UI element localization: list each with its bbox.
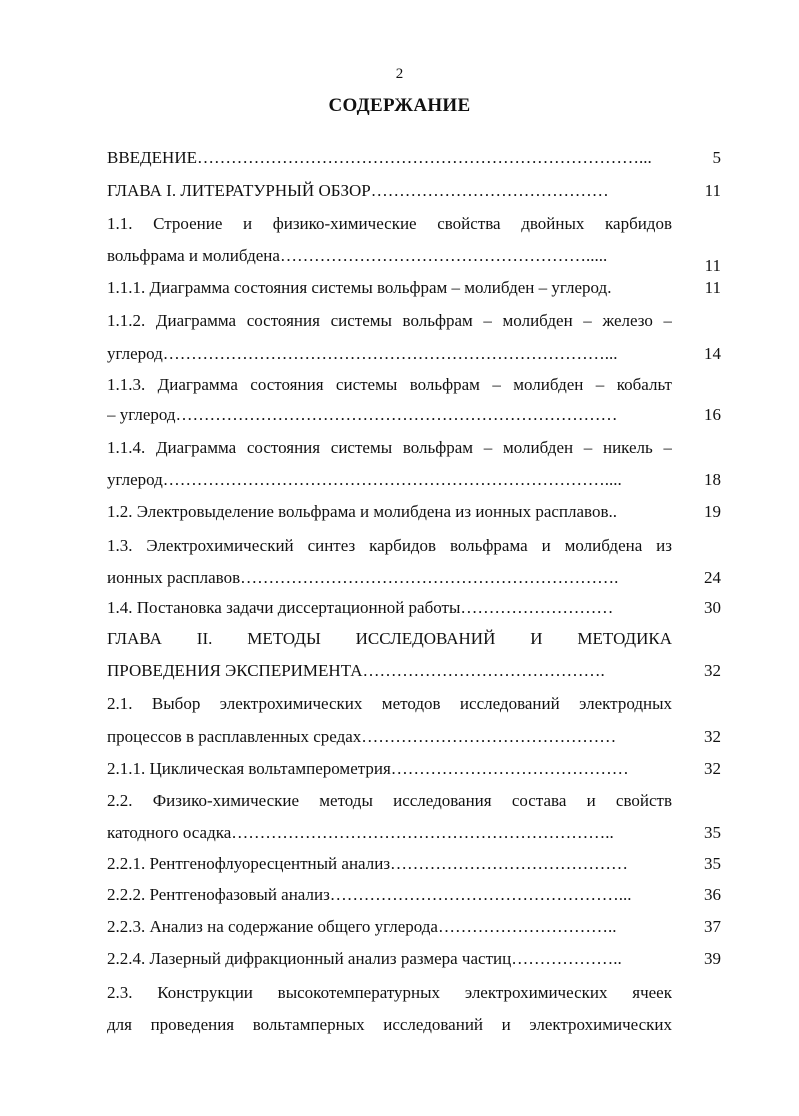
- toc-line: 1.2. Электровыделение вольфрама и молибдена из ионных расплавов..: [107, 502, 617, 521]
- toc-line: 1.3. Электрохимический синтез карбидов вольфрама и молибдена из: [107, 536, 672, 555]
- toc-line: углерод……………………………………………………………………...: [107, 344, 618, 363]
- toc-line: вольфрама и молибдена……………………………………………….....: [107, 246, 608, 265]
- toc-line: 2.1.1. Циклическая вольтамперометрия……………………………………: [107, 759, 629, 778]
- page-ref: 32: [704, 759, 721, 778]
- page-number: 2: [395, 66, 404, 82]
- toc-line: 2.3. Конструкции высокотемпературных электрохимических ячеек: [107, 983, 672, 1002]
- toc-line: ВВЕДЕНИЕ……………………………………………………………………...: [107, 148, 652, 167]
- page-title: СОДЕРЖАНИЕ: [328, 95, 471, 116]
- toc-line: 2.2.3. Анализ на содержание общего углерода…………………………..: [107, 917, 617, 936]
- page-ref: 16: [704, 405, 721, 424]
- page-ref: 35: [704, 854, 721, 873]
- toc-line: 1.1.1. Диаграмма состояния системы вольфрам – молибден – углерод.: [107, 278, 612, 297]
- toc-line: катодного осадка…………………………………………………………..: [107, 823, 614, 842]
- toc-line: 1.1.2. Диаграмма состояния системы вольфрам – молибден – железо –: [107, 311, 672, 330]
- toc-line: ГЛАВА II. МЕТОДЫ ИССЛЕДОВАНИЙ И МЕТОДИКА: [107, 629, 672, 648]
- toc-line: ионных расплавов………………………………………………………….: [107, 568, 619, 587]
- page-ref: 32: [704, 727, 721, 746]
- toc-line: для проведения вольтамперных исследований и электрохимических: [107, 1015, 672, 1034]
- page-ref: 14: [704, 344, 721, 363]
- page-ref: 35: [704, 823, 721, 842]
- page-ref: 36: [704, 885, 721, 904]
- page-ref: 24: [704, 568, 721, 587]
- toc-line: процессов в расплавленных средах………………………………………: [107, 727, 617, 746]
- page-ref: 11: [704, 181, 721, 200]
- toc-line: 2.2.2. Рентгенофазовый анализ……………………………………………...: [107, 885, 632, 904]
- toc-line: 2.2.1. Рентгенофлуоресцентный анализ……………………………………: [107, 854, 629, 873]
- toc-line: 2.2. Физико-химические методы исследования состава и свойств: [107, 791, 672, 810]
- toc-line: 2.2.4. Лазерный дифракционный анализ размера частиц………………..: [107, 949, 622, 968]
- toc-line: 1.4. Постановка задачи диссертационной работы………………………: [107, 598, 614, 617]
- page-ref: 39: [704, 949, 721, 968]
- toc-line: 1.1.3. Диаграмма состояния системы вольфрам – молибден – кобальт: [107, 375, 672, 394]
- page-ref: 5: [712, 148, 721, 167]
- toc-line: ГЛАВА I. ЛИТЕРАТУРНЫЙ ОБЗОР……………………………………: [107, 181, 609, 200]
- toc-line: углерод……………………………………………………………………....: [107, 470, 622, 489]
- page-ref: 37: [704, 917, 721, 936]
- toc-line: 1.1.4. Диаграмма состояния системы вольфрам – молибден – никель –: [107, 438, 672, 457]
- toc-line: 1.1. Строение и физико-химические свойства двойных карбидов: [107, 214, 672, 233]
- page-ref: 32: [704, 661, 721, 680]
- toc-line: ПРОВЕДЕНИЯ ЭКСПЕРИМЕНТА…………………………………….: [107, 661, 605, 680]
- page-ref: 18: [704, 470, 721, 489]
- toc-line: – углерод……………………………………………………………………: [107, 405, 618, 424]
- page-ref: 30: [704, 598, 721, 617]
- page-ref: 19: [704, 502, 721, 521]
- page-ref: 11: [704, 278, 721, 297]
- toc-line: 2.1. Выбор электрохимических методов исследований электродных: [107, 694, 672, 713]
- page-ref: 11: [704, 256, 721, 275]
